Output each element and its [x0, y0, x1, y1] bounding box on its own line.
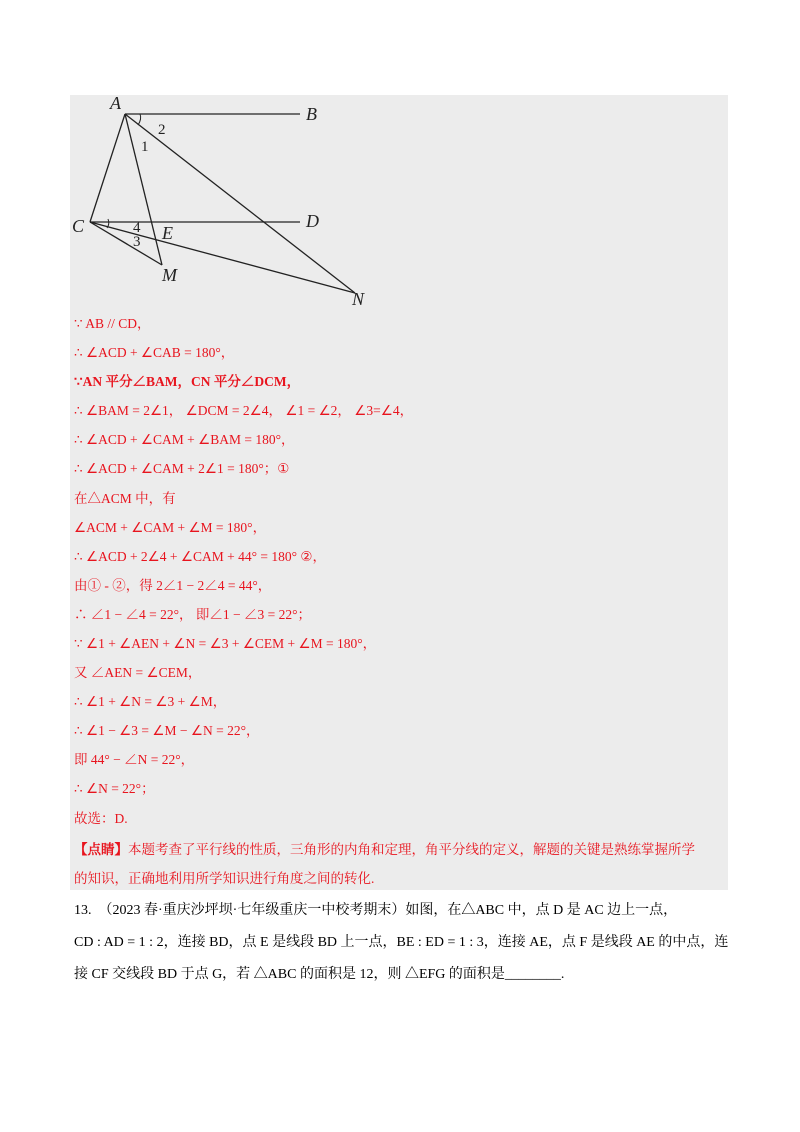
solution-line-15: ∴ ∠1 − ∠3 = ∠M − ∠N = 22°， [74, 723, 260, 738]
solution-line-5: ∴ ∠ACD + ∠CAM + ∠BAM = 180°， [74, 432, 295, 447]
label-c: C [72, 216, 85, 236]
question-line-2: CD : AD = 1 : 2，连接 BD，点 E 是线段 BD 上一点，BE : ED = 1 : 3，连接 AE，点 F 是线段 AE 的中点，连 [74, 935, 729, 950]
comment-line-1 [74, 841, 695, 859]
angle-label-4: 4 [133, 220, 141, 236]
line-cm [90, 222, 162, 265]
label-m: M [162, 265, 177, 285]
label-e: E [162, 223, 173, 243]
line-an [125, 114, 355, 293]
label-a: A [110, 95, 121, 113]
question-line-3: 接 CF 交线段 BD 于点 G，若 △ABC 的面积是 12，则 △EFG 的面积是________. [74, 967, 565, 982]
solution-line-10: 由① - ②，得 2∠1 − 2∠4 = 44°， [74, 578, 272, 593]
line-ac [90, 114, 125, 222]
label-n: N [352, 289, 365, 309]
comment-line-2: 的知识，正确地利用所学知识进行角度之间的转化. [74, 871, 375, 886]
solution-line-18: 故选：D. [74, 811, 128, 826]
angle-label-3: 3 [133, 234, 141, 250]
angle-label-1: 1 [141, 139, 149, 155]
line-cn [90, 222, 355, 293]
label-d: D [306, 211, 319, 231]
solution-line-1: ∵ AB // CD， [74, 316, 151, 331]
solution-line-13: 又 ∠AEN = ∠CEM， [74, 665, 202, 680]
geometry-figure [70, 95, 370, 310]
solution-line-7: 在△ACM 中，有 [74, 491, 176, 506]
solution-line-6: ∴ ∠ACD + ∠CAM + 2∠1 = 180°；① [74, 461, 290, 476]
solution-line-9: ∴ ∠ACD + 2∠4 + ∠CAM + 44° = 180° ②， [74, 549, 327, 564]
solution-line-2: ∴ ∠ACD + ∠CAB = 180°， [74, 345, 235, 360]
solution-line-8: ∠ACM + ∠CAM + ∠M = 180°， [74, 520, 267, 535]
angle-label-2: 2 [158, 122, 166, 138]
comment-text-1: 本题考查了平行线的性质，三角形的内角和定理，角平分线的定义，解题的关键是熟练掌握所学 [128, 842, 695, 857]
solution-line-14: ∴ ∠1 + ∠N = ∠3 + ∠M， [74, 694, 227, 709]
solution-line-17: ∴ ∠N = 22°； [74, 781, 155, 796]
question-line-1: 13. （2023 春·重庆沙坪坝·七年级重庆一中校考期末）如图，在△ABC 中，点 D 是 AC 边上一点， [74, 903, 678, 918]
solution-line-3: ∵AN 平分∠BAM，CN 平分∠DCM， [74, 374, 301, 389]
solution-line-12: ∵ ∠1 + ∠AEN + ∠N = ∠3 + ∠CEM + ∠M = 180°， [74, 636, 377, 651]
solution-line-16: 即 44° − ∠N = 22°， [74, 752, 195, 767]
label-b: B [306, 104, 317, 124]
solution-line-4: ∴ ∠BAM = 2∠1， ∠DCM = 2∠4， ∠1 = ∠2， ∠3=∠4， [74, 403, 414, 418]
angle-arc-a [138, 114, 141, 125]
solution-line-11: ∴ ∠1 − ∠4 = 22°， 即∠1 − ∠3 = 22°； [74, 607, 312, 622]
comment-tag: 【点睛】 [74, 842, 128, 857]
line-am [125, 114, 162, 265]
